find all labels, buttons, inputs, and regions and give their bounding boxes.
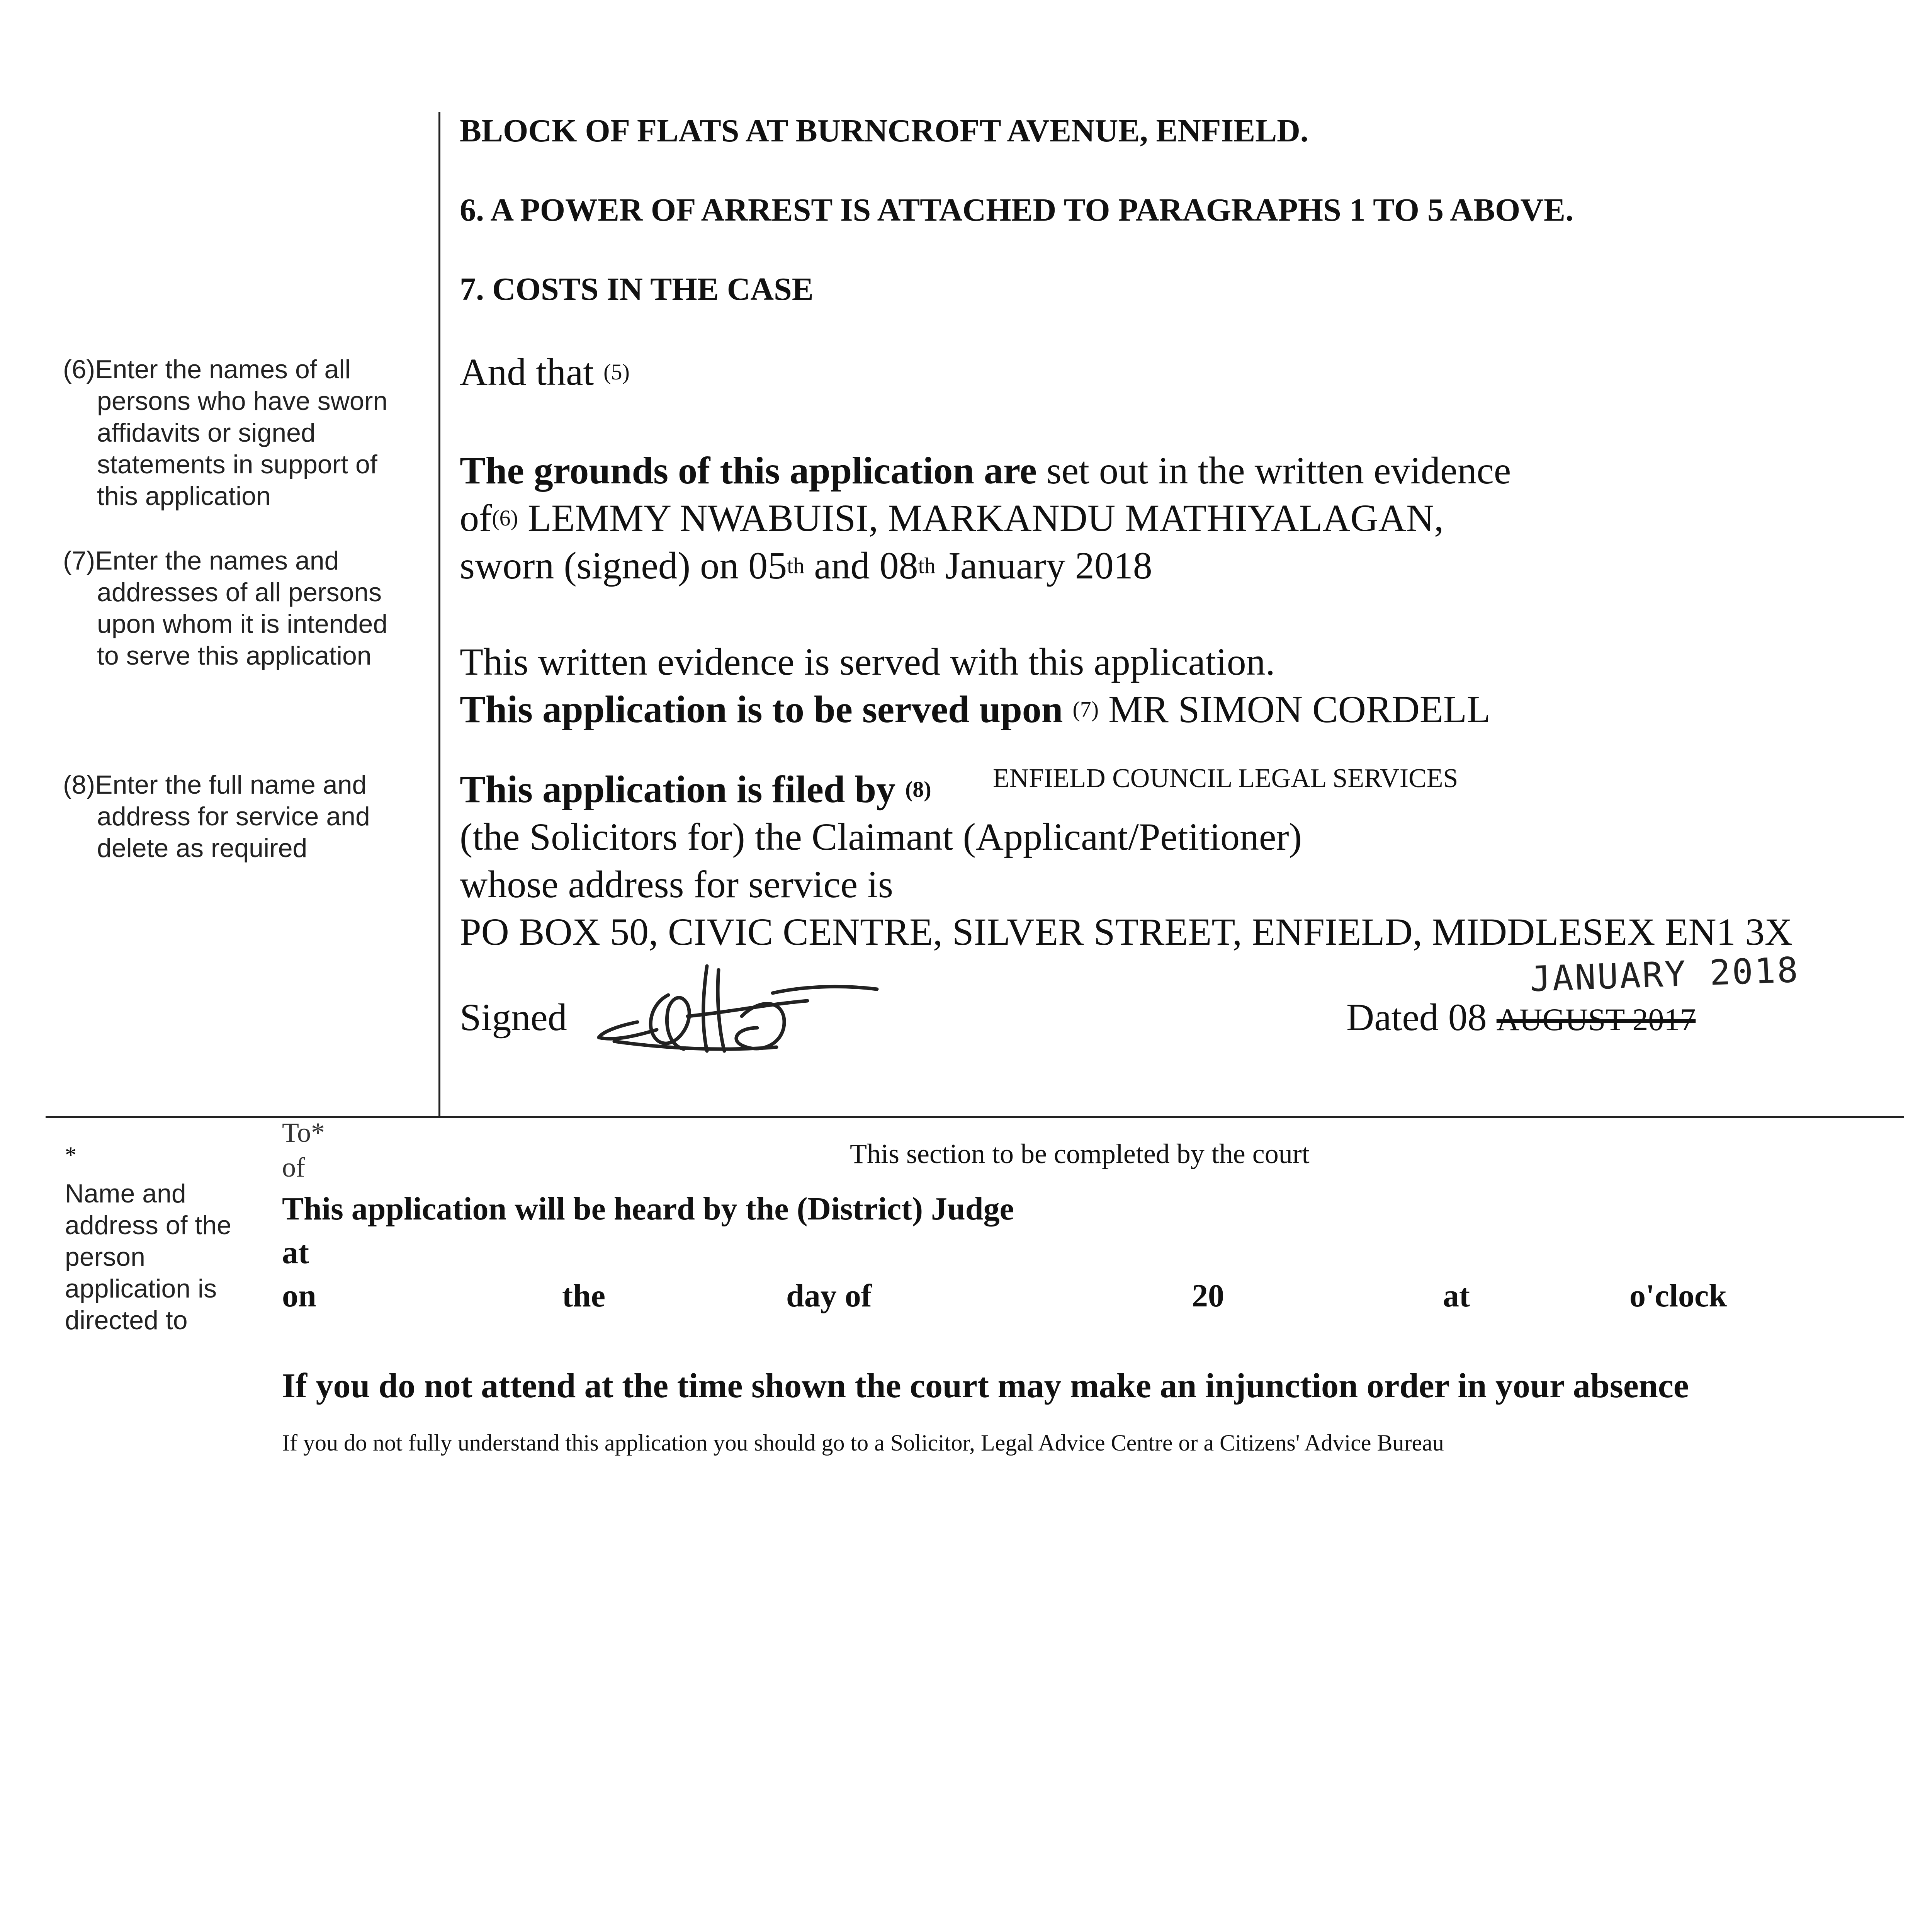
dated-label: Dated 08: [1346, 996, 1487, 1039]
court-section-notice: This section to be completed by the court: [850, 1138, 1310, 1169]
column-divider: [438, 112, 440, 1117]
served-upon-ref: (7): [1072, 696, 1099, 722]
order-line-block-of-flats: BLOCK OF FLATS AT BURNCROFT AVENUE, ENFIELD.: [460, 113, 1308, 149]
asterisk-marker: *: [65, 1142, 76, 1168]
margin-note-8-rest: address for service and delete as required: [97, 802, 370, 863]
hearing-the-label: the: [562, 1278, 605, 1314]
solicitors-line: (the Solicitors for) the Claimant (Applicant/Petitioner): [460, 815, 1302, 858]
hearing-at-time-label: at: [1443, 1278, 1470, 1314]
margin-note-8: [63, 769, 411, 864]
grounds-line: [460, 448, 1511, 493]
dated-struck-text: AUGUST 2017: [1496, 1002, 1696, 1037]
filed-by-ref: (8): [905, 776, 931, 802]
and-that-line: [460, 350, 630, 394]
and-that-ref: (5): [603, 359, 630, 384]
sworn-text-a: sworn (signed) on 05: [460, 544, 787, 587]
served-upon-name: MR SIMON CORDELL: [1099, 688, 1491, 731]
sworn-line: [460, 543, 1152, 588]
of-ref: (6): [492, 505, 518, 531]
address-intro-line: whose address for service is: [460, 863, 893, 906]
dated-handwritten-correction: JANUARY 2018: [1529, 949, 1800, 1000]
and-that-text: And that: [460, 350, 594, 393]
grounds-label: The grounds of this application are: [460, 449, 1037, 492]
of-label: of: [282, 1152, 305, 1183]
sworn-text-b: and 08: [804, 544, 918, 587]
signed-label: Signed: [460, 996, 567, 1039]
legal-advice-note: If you do not fully understand this application you should go to a Solicitor, Legal Advice Centre or a Citizens' Advice Bureau: [282, 1430, 1444, 1456]
order-line-power-of-arrest: 6. A POWER OF ARREST IS ATTACHED TO PARAGRAPHS 1 TO 5 ABOVE.: [460, 192, 1574, 228]
absence-warning: If you do not attend at the time shown the court may make an injunction order in your absence: [282, 1367, 1689, 1405]
sworn-sup-2: th: [918, 553, 936, 578]
sworn-text-c: January 2018: [935, 544, 1152, 587]
hearing-judge-line: This application will be heard by the (District) Judge: [282, 1191, 1014, 1227]
margin-note-8-first: (8)Enter the full name and: [63, 770, 367, 799]
grounds-text: set out in the written evidence: [1036, 449, 1511, 492]
filed-by-name: ENFIELD COUNCIL LEGAL SERVICES: [993, 764, 1458, 793]
hearing-on-label: on: [282, 1278, 316, 1314]
evidence-served-line: This written evidence is served with this application.: [460, 640, 1275, 683]
handwritten-signature: [591, 958, 885, 1066]
to-label: To*: [282, 1117, 325, 1148]
filed-by-line: [460, 767, 931, 811]
margin-note-7: [63, 545, 411, 672]
witnesses-line: [460, 496, 1444, 540]
of-prefix: of: [460, 497, 492, 539]
hearing-day-of-label: day of: [786, 1278, 872, 1314]
margin-note-6-first: (6)Enter the names of all: [63, 355, 351, 384]
order-line-costs: 7. COSTS IN THE CASE: [460, 271, 814, 307]
service-address: PO BOX 50, CIVIC CENTRE, SILVER STREET, ENFIELD, MIDDLESEX EN1 3X: [460, 910, 1792, 953]
hearing-at-label: at: [282, 1235, 309, 1270]
margin-note-6: [63, 354, 411, 512]
margin-note-7-first: (7)Enter the names and: [63, 546, 339, 575]
name-address-margin-note: Name and address of the person application is directed to: [65, 1179, 231, 1335]
witness-names: LEMMY NWABUISI, MARKANDU MATHIYALAGAN,: [518, 497, 1444, 539]
margin-note-6-rest: persons who have sworn affidavits or signed statements in support of this application: [97, 386, 388, 511]
served-upon-label: This application is to be served upon: [460, 688, 1063, 731]
hearing-oclock-label: o'clock: [1629, 1278, 1727, 1314]
dated-line: [1346, 995, 1696, 1039]
sworn-sup-1: th: [787, 553, 805, 578]
served-upon-line: [460, 687, 1490, 731]
hearing-year-prefix: 20: [1192, 1278, 1224, 1314]
filed-by-label: This application is filed by: [460, 768, 896, 811]
margin-note-7-rest: addresses of all persons upon whom it is intended to serve this application: [97, 578, 388, 670]
